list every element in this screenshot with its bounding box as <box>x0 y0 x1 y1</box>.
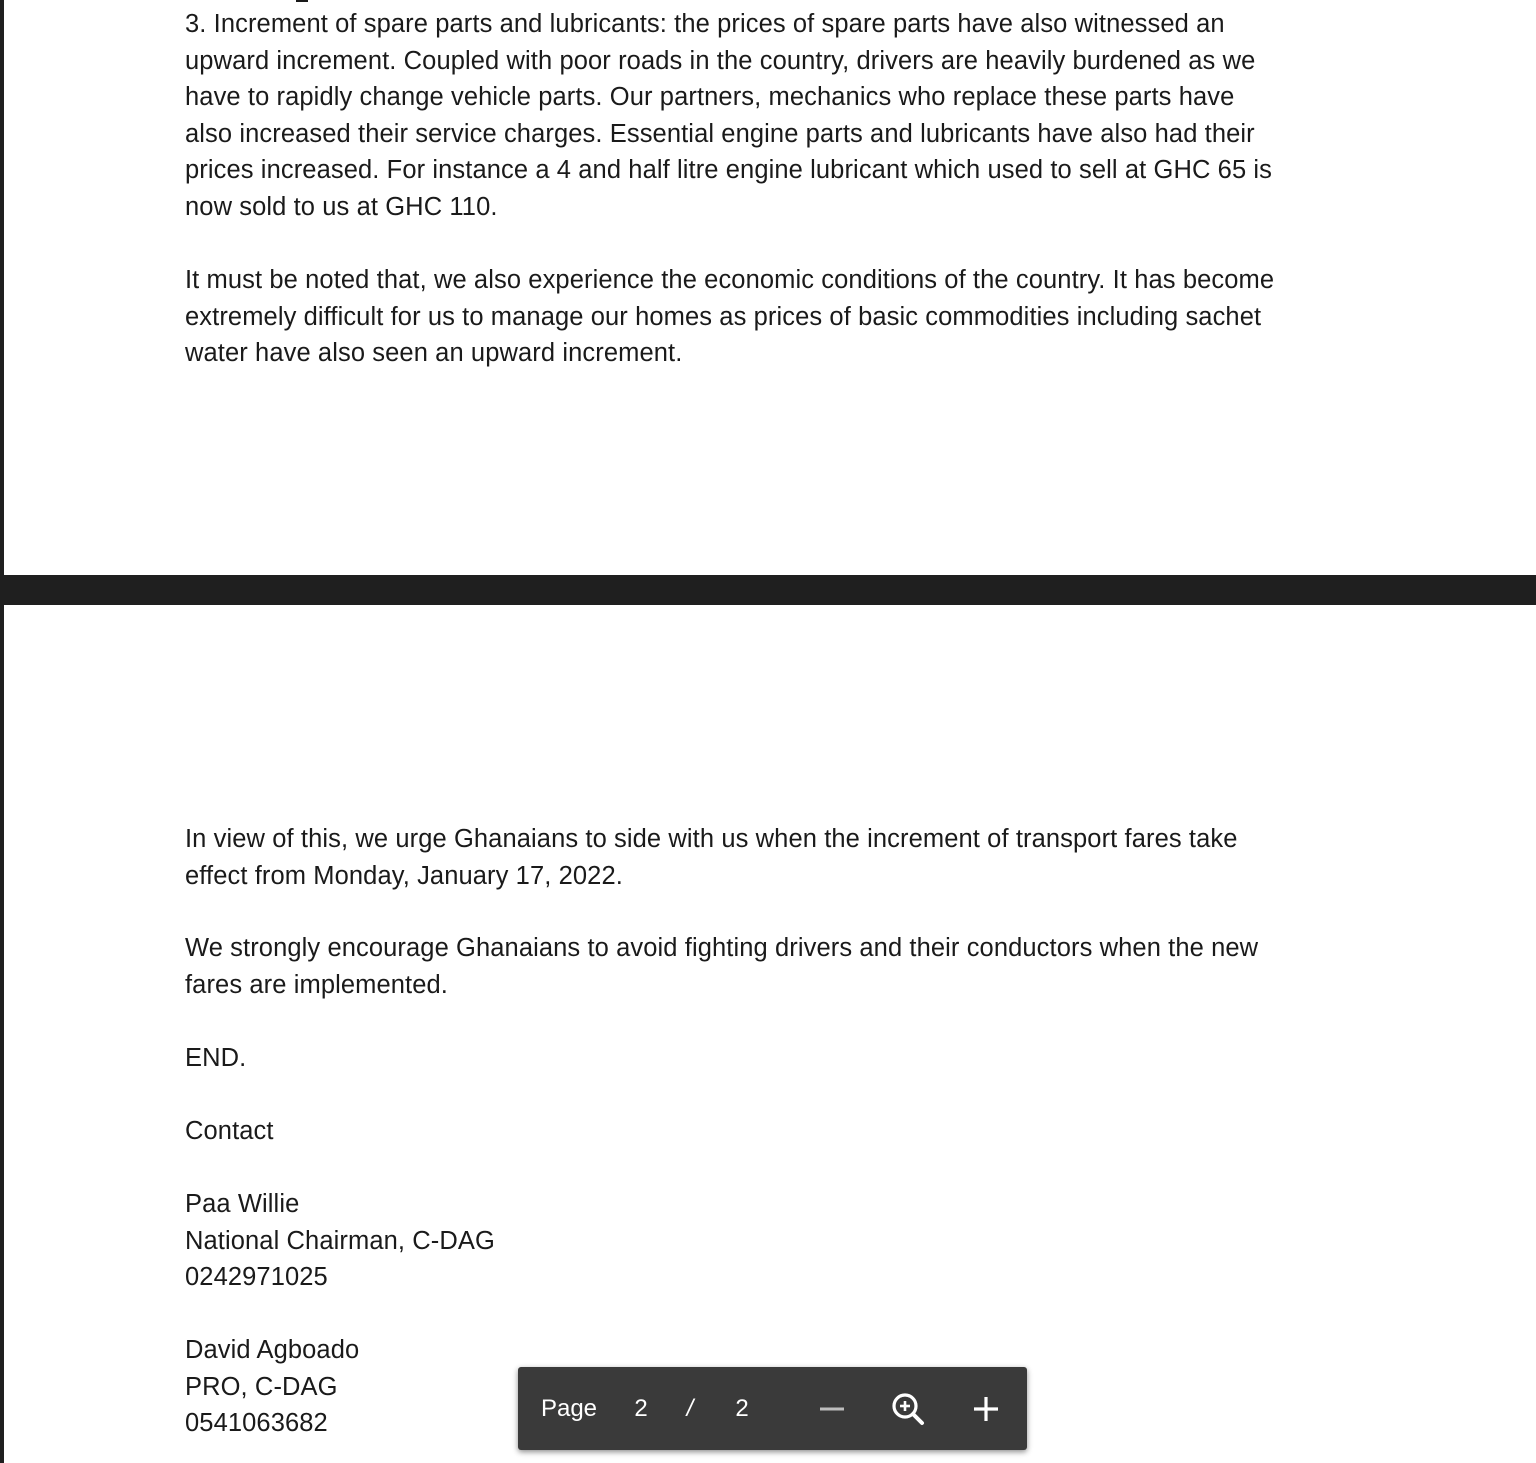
pdf-page-2 <box>4 605 1536 1463</box>
minus-icon <box>808 1385 856 1433</box>
magnifier-icon <box>884 1385 932 1433</box>
pdf-page-1 <box>4 0 1536 575</box>
zoom-in-button[interactable] <box>962 1385 1010 1433</box>
end-marker: END. <box>185 1044 247 1072</box>
contact-paa-willie: Paa Willie National Chairman, C-DAG 0242971025 <box>185 1190 495 1292</box>
paragraph-spare-parts: 3. Increment of spare parts and lubricants: the prices of spare parts have also witnessed an upward increment. Coupled with poor roads in the country, drivers are heavily burdened as we have to rapidly change vehicle parts. Our partners, mechanics who replace these parts have also increased their service charges. Essential engine parts and lubricants have also had their prices increased. For instance a 4 and half litre engine lubricant which used to sell at GHC 65 is now sold to us at GHC 110. <box>185 10 1273 221</box>
total-pages: 2 <box>735 1395 749 1422</box>
paragraph-urge-ghanaians: In view of this, we urge Ghanaians to side with us when the increment of transport fares take effect from Monday, January 17, 2022. <box>185 825 1238 890</box>
paragraph-avoid-fighting: We strongly encourage Ghanaians to avoid fighting drivers and their conductors when the new fares are implemented. <box>185 934 1259 999</box>
zoom-out-button[interactable] <box>808 1385 856 1433</box>
fit-zoom-button[interactable] <box>884 1385 932 1433</box>
clipped-text-fragment <box>296 0 308 2</box>
pdf-toolbar <box>518 1367 1027 1450</box>
contact-david-agboado: David Agboado PRO, C-DAG 0541063682 <box>185 1336 360 1438</box>
page-label: Page <box>540 1395 598 1422</box>
current-page-number[interactable]: 2 <box>634 1395 648 1422</box>
paragraph-economic-conditions: It must be noted that, we also experience the economic conditions of the country. It has become extremely difficult for us to manage our homes as prices of basic commodities including sachet water have also seen an upward increment. <box>185 266 1275 368</box>
page-separator: / <box>686 1395 694 1422</box>
contact-heading: Contact <box>185 1117 274 1145</box>
plus-icon <box>962 1385 1010 1433</box>
